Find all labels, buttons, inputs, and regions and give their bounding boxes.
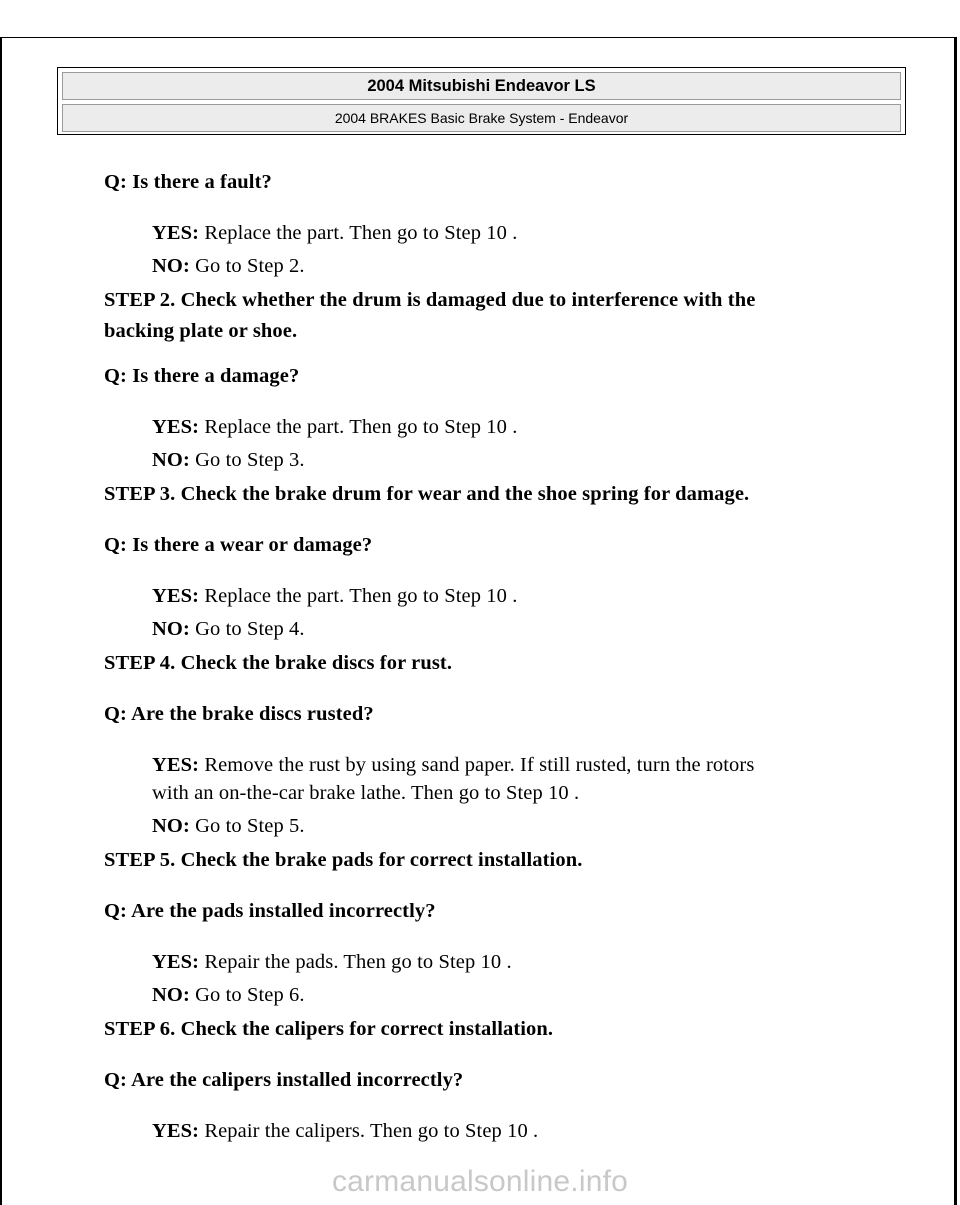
yes-text: Repair the pads. Then go to Step 10 . [199,951,512,973]
answer-yes-1 [152,222,517,245]
yes-text: Replace the part. Then go to Step 10 . [199,222,518,244]
no-text: Go to Step 2. [189,255,305,277]
yes-label: YES: [152,951,200,973]
step-4: STEP 4. Check the brake discs for rust. [104,652,453,674]
question-3: Q: Is there a wear or damage? [104,534,373,556]
step-2-line-2: backing plate or shoe. [104,320,298,342]
no-label: NO: [152,255,190,277]
no-label: NO: [152,815,190,837]
no-label: NO: [152,449,190,471]
question-4: Q: Are the brake discs rusted? [104,703,374,725]
yes-text: Repair the calipers. Then go to Step 10 . [199,1120,539,1142]
yes-text: Replace the part. Then go to Step 10 . [199,416,518,438]
question-6: Q: Are the calipers installed incorrectly? [104,1069,464,1091]
step-3: STEP 3. Check the brake drum for wear and the shoe spring for damage. [104,483,750,505]
question-2: Q: Is there a damage? [104,365,300,387]
no-text: Go to Step 4. [189,618,305,640]
answer-yes-2 [152,416,517,439]
step-6: STEP 6. Check the calipers for correct installation. [104,1018,554,1040]
no-text: Go to Step 3. [189,449,305,471]
yes-label: YES: [152,585,200,607]
answer-no-3 [152,618,305,641]
header-title: 2004 Mitsubishi Endeavor LS [62,72,901,100]
yes-label: YES: [152,754,200,776]
question-5: Q: Are the pads installed incorrectly? [104,900,436,922]
answer-no-4 [152,815,305,838]
answer-yes-4-continued: with an on-the-car brake lathe. Then go to Step 10 . [152,782,580,804]
answer-no-2 [152,449,305,472]
no-label: NO: [152,618,190,640]
header-subtitle: 2004 BRAKES Basic Brake System - Endeavor [62,104,901,132]
answer-yes-6 [152,1120,538,1143]
no-text: Go to Step 5. [189,815,305,837]
answer-yes-5 [152,951,512,974]
step-5: STEP 5. Check the brake pads for correct installation. [104,849,583,871]
yes-label: YES: [152,1120,200,1142]
no-text: Go to Step 6. [189,984,305,1006]
answer-yes-4 [152,754,754,777]
yes-label: YES: [152,416,200,438]
yes-text: Remove the rust by using sand paper. If still rusted, turn the rotors [199,754,755,776]
document-header [57,67,906,135]
answer-yes-3 [152,585,517,608]
answer-no-1 [152,255,305,278]
question-1: Q: Is there a fault? [104,171,272,193]
answer-no-5 [152,984,305,1007]
watermark: carmanualsonline.info [331,1165,629,1198]
step-2-line-1: STEP 2. Check whether the drum is damaged due to interference with the [104,289,756,311]
yes-label: YES: [152,222,200,244]
no-label: NO: [152,984,190,1006]
yes-text: Replace the part. Then go to Step 10 . [199,585,518,607]
